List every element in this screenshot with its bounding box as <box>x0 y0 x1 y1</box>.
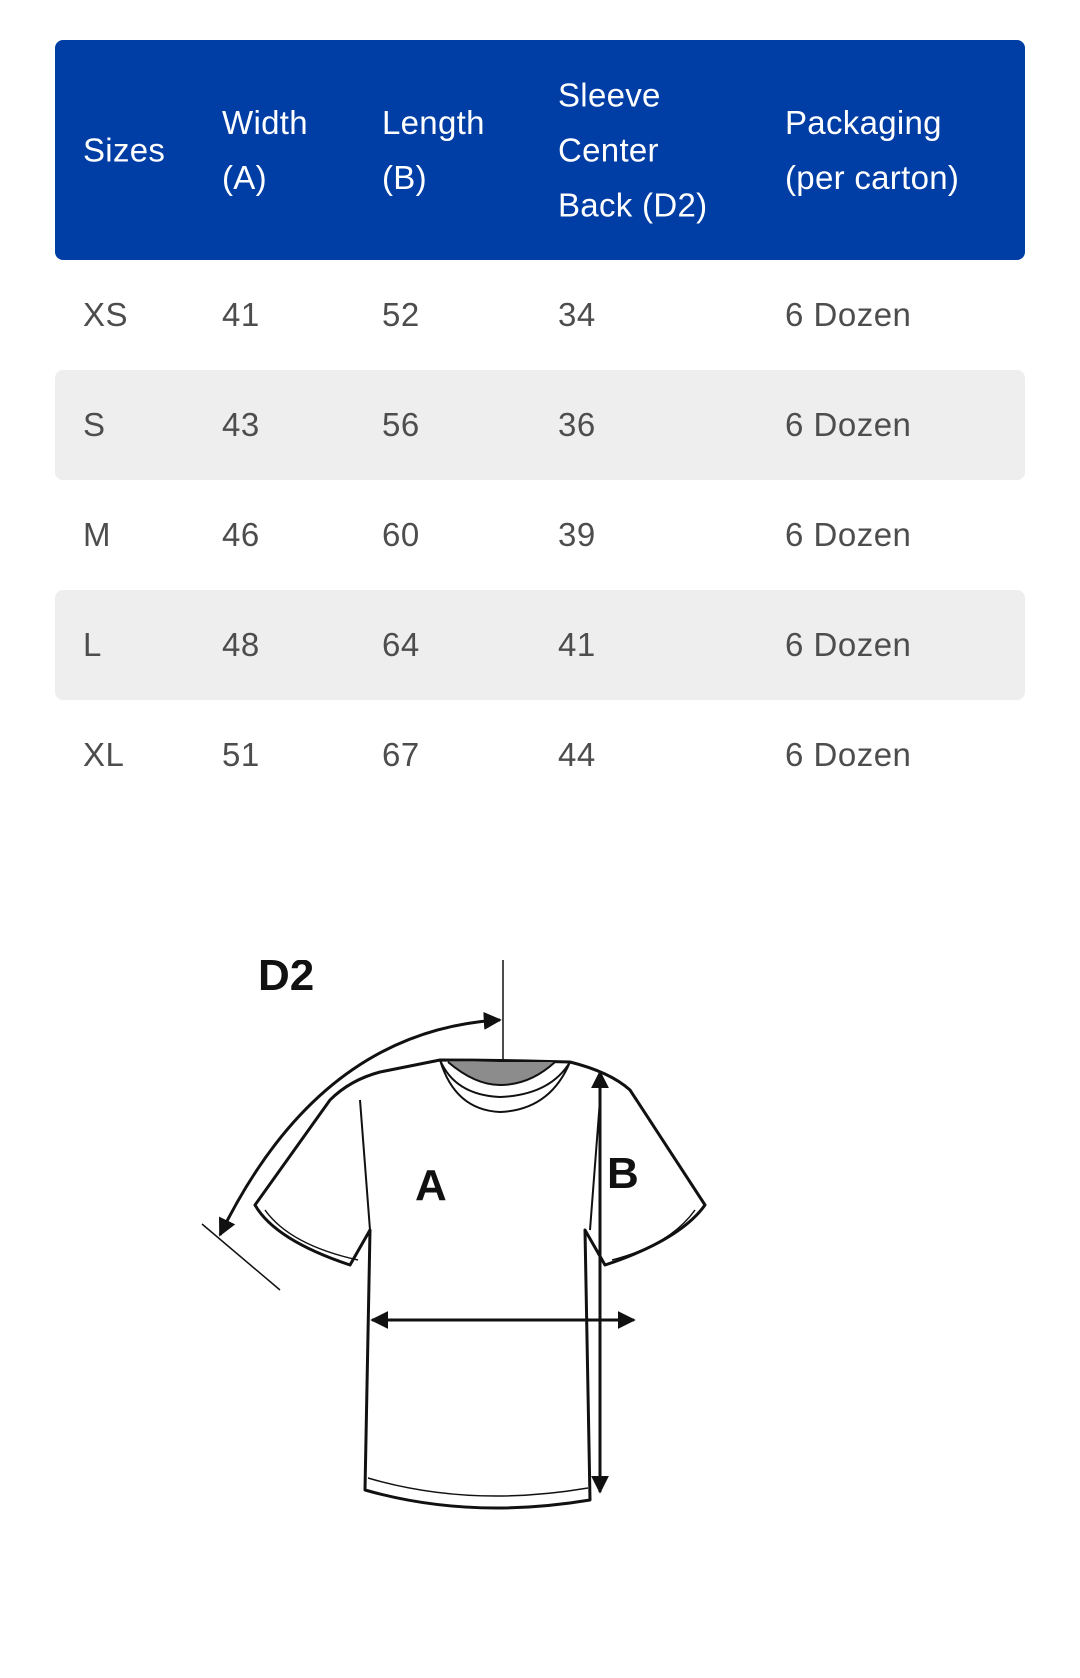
cell-length: 64 <box>382 626 420 663</box>
table-row <box>55 590 1025 700</box>
cell-size: S <box>83 406 106 443</box>
cell-width: 48 <box>222 626 260 663</box>
cell-width: 46 <box>222 516 260 553</box>
cell-size: M <box>83 516 111 553</box>
label-d2: D2 <box>258 960 315 1000</box>
table-row <box>55 700 1025 810</box>
tshirt-outline <box>255 1060 705 1508</box>
cell-size: L <box>83 626 102 663</box>
cell-width: 51 <box>222 736 260 773</box>
table-row <box>55 480 1025 590</box>
sleeve-guide-line <box>202 1224 280 1290</box>
cell-sleeve: 39 <box>558 516 596 553</box>
header-length: Length (B) <box>382 104 485 196</box>
table-row <box>55 370 1025 480</box>
size-chart-table <box>55 40 1025 810</box>
header-width: Width (A) <box>222 104 308 196</box>
tshirt-diagram-svg <box>200 960 820 1560</box>
cell-sleeve: 41 <box>558 626 596 663</box>
header-sleeve: Sleeve Center Back (D2) <box>558 76 708 224</box>
label-b: B <box>607 1149 639 1198</box>
cell-length: 67 <box>382 736 420 773</box>
cell-packaging: 6 Dozen <box>785 626 912 663</box>
cell-packaging: 6 Dozen <box>785 516 912 553</box>
cell-length: 52 <box>382 296 420 333</box>
cell-packaging: 6 Dozen <box>785 296 912 333</box>
cell-packaging: 6 Dozen <box>785 406 912 443</box>
header-sizes: Sizes <box>83 131 166 169</box>
label-a: A <box>415 1161 447 1210</box>
cell-length: 56 <box>382 406 420 443</box>
cell-width: 41 <box>222 296 260 333</box>
cell-sleeve: 44 <box>558 736 596 773</box>
cell-sleeve: 36 <box>558 406 596 443</box>
cell-width: 43 <box>222 406 260 443</box>
cell-sleeve: 34 <box>558 296 596 333</box>
header-packaging: Packaging (per carton) <box>785 104 960 196</box>
table-row <box>55 260 1025 370</box>
cell-length: 60 <box>382 516 420 553</box>
cell-size: XL <box>83 736 125 773</box>
tshirt-measurement-diagram <box>200 960 820 1560</box>
table-header <box>55 40 1025 260</box>
cell-packaging: 6 Dozen <box>785 736 912 773</box>
cell-size: XS <box>83 296 129 333</box>
